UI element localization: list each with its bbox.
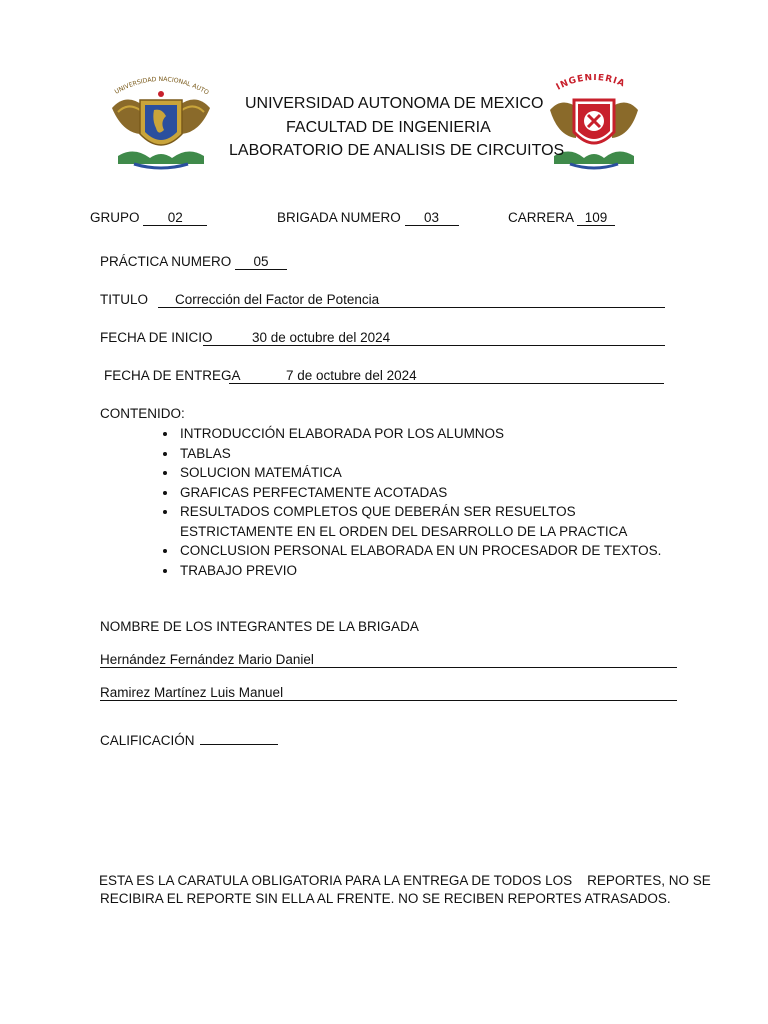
fecha-entrega-value: 7 de octubre del 2024 — [286, 368, 417, 383]
fecha-inicio-label: FECHA DE INICIO — [100, 330, 213, 345]
grupo-label: GRUPO — [90, 210, 140, 225]
practica-label: PRÁCTICA NUMERO — [100, 254, 232, 269]
member-name: Ramirez Martínez Luis Manuel — [100, 685, 284, 700]
titulo-label: TITULO — [100, 292, 149, 307]
list-item: • RESULTADOS COMPLETOS QUE DEBERÁN SER RESUELTOS ESTRICTAMENTE EN EL ORDEN DEL DESARROLLO DE LA PRACTICA — [178, 502, 650, 541]
list-item: • SOLUCION MATEMÁTICA — [178, 463, 698, 483]
footer-notice-line2: RECIBIRA EL REPORTE SIN ELLA AL FRENTE. NO SE RECIBEN REPORTES ATRASADOS. — [100, 891, 671, 906]
list-item: • TRABAJO PREVIO — [178, 561, 698, 581]
fecha-inicio-value: 30 de octubre del 2024 — [252, 330, 391, 345]
calificacion-label: CALIFICACIÓN — [100, 733, 195, 748]
integrantes-label: NOMBRE DE LOS INTEGRANTES DE LA BRIGADA — [100, 619, 419, 634]
calificacion-value — [200, 744, 278, 745]
brigada-value: 03 — [405, 210, 459, 226]
member-name: Hernández Fernández Mario Daniel — [100, 652, 314, 667]
svg-text:INGENIERIA: INGENIERIA — [554, 74, 627, 93]
grupo-value: 02 — [143, 210, 207, 226]
faculty-title: FACULTAD DE INGENIERIA — [286, 119, 491, 136]
brigada-label: BRIGADA NUMERO — [277, 210, 401, 225]
contenido-list — [140, 424, 698, 580]
university-title: UNIVERSIDAD AUTONOMA DE MEXICO — [245, 95, 544, 112]
carrera-field — [508, 210, 615, 226]
calificacion-field — [100, 733, 278, 748]
practica-value: 05 — [235, 254, 287, 270]
footer-notice-line1: ESTA ES LA CARATULA OBLIGATORIA PARA LA ENTREGA DE TODOS LOS REPORTES, NO SE — [99, 873, 711, 888]
list-item: • GRAFICAS PERFECTAMENTE ACOTADAS — [178, 483, 698, 503]
lab-title: LABORATORIO DE ANALISIS DE CIRCUITOS — [229, 142, 565, 159]
brigada-field — [277, 210, 459, 226]
unam-seal-icon — [104, 72, 218, 176]
grupo-field — [90, 210, 207, 226]
fecha-entrega-label: FECHA DE ENTREGA — [104, 368, 241, 383]
list-item: • CONCLUSION PERSONAL ELABORADA EN UN PROCESADOR DE TEXTOS. — [178, 541, 698, 561]
contenido-label: CONTENIDO: — [100, 406, 185, 421]
ingenieria-seal-icon — [544, 74, 644, 176]
list-item: • TABLAS — [178, 444, 698, 464]
carrera-label: CARRERA — [508, 210, 574, 225]
carrera-value: 109 — [577, 210, 615, 226]
practica-field — [100, 254, 287, 270]
list-item: • INTRODUCCIÓN ELABORADA POR LOS ALUMNOS — [178, 424, 698, 444]
svg-text:UNIVERSIDAD NACIONAL AUTONOMA: UNIVERSIDAD NACIONAL AUTO — [113, 75, 210, 97]
titulo-value: Corrección del Factor de Potencia — [175, 292, 380, 307]
